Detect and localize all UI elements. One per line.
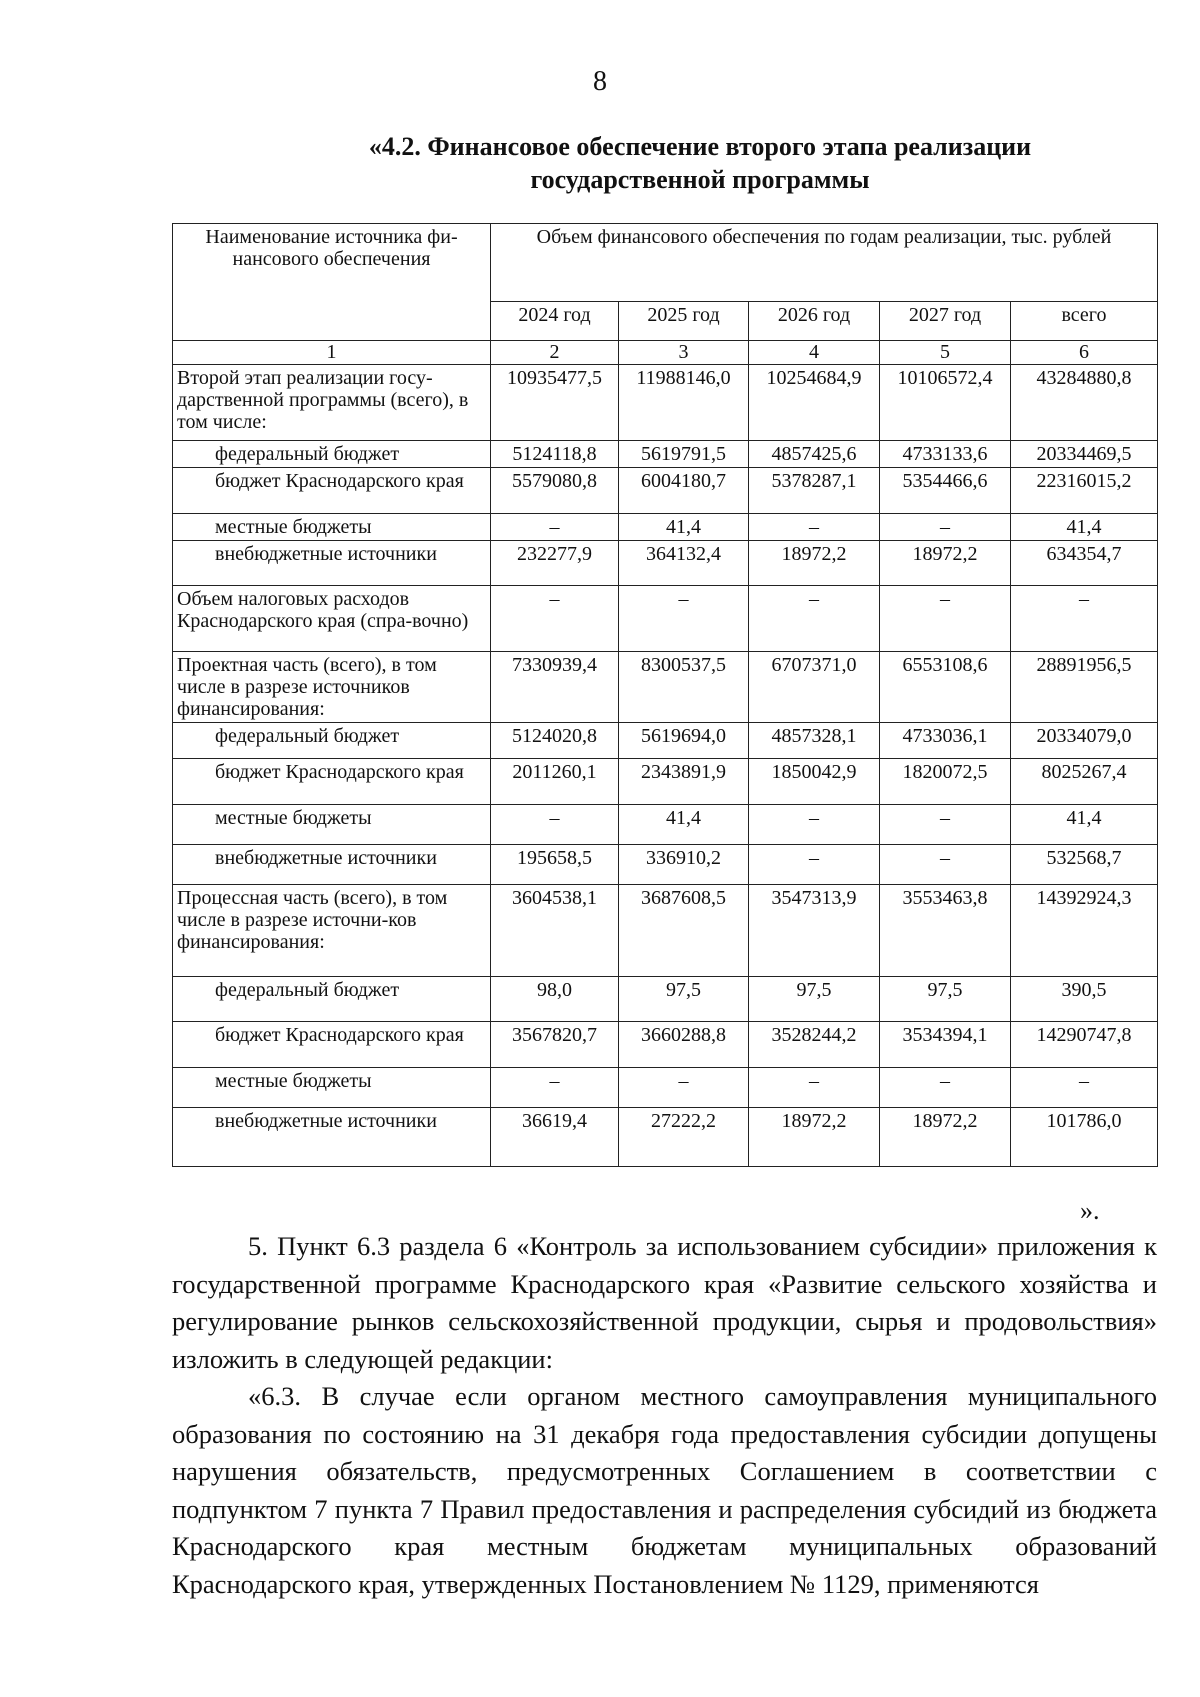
column-numbers-row [173, 341, 1158, 365]
table-row [173, 1068, 1158, 1108]
row-source-name: бюджет Краснодарского края [173, 468, 491, 514]
row-value: 3660288,8 [619, 1022, 749, 1068]
row-value: 18972,2 [749, 541, 880, 586]
row-value: 41,4 [619, 514, 749, 541]
table-row [173, 514, 1158, 541]
row-value: – [1011, 586, 1158, 652]
row-value: 14290747,8 [1011, 1022, 1158, 1068]
row-value: 336910,2 [619, 845, 749, 885]
row-value: 43284880,8 [1011, 365, 1158, 441]
row-source-name: Второй этап реализации госу-дарственной программы (всего), в том числе: [173, 365, 491, 441]
row-value: 41,4 [619, 805, 749, 845]
row-value: 3528244,2 [749, 1022, 880, 1068]
column-number: 5 [880, 341, 1011, 365]
heading-line-2: государственной программы [530, 165, 870, 194]
row-value: 18972,2 [880, 1108, 1011, 1167]
row-value: 27222,2 [619, 1108, 749, 1167]
row-value: – [880, 845, 1011, 885]
row-value: 232277,9 [491, 541, 619, 586]
table-row [173, 1022, 1158, 1068]
header-year: 2026 год [749, 302, 880, 341]
row-source-name: местные бюджеты [173, 1068, 491, 1108]
row-source-name: федеральный бюджет [173, 723, 491, 759]
row-source-name: бюджет Краснодарского края [173, 1022, 491, 1068]
row-value: 4857425,6 [749, 441, 880, 468]
row-value: – [491, 586, 619, 652]
row-value: 18972,2 [749, 1108, 880, 1167]
row-source-name: бюджет Краснодарского края [173, 759, 491, 805]
table-body [173, 365, 1158, 1167]
row-value: 97,5 [619, 977, 749, 1022]
row-value: 532568,7 [1011, 845, 1158, 885]
row-value: 97,5 [880, 977, 1011, 1022]
row-source-name: федеральный бюджет [173, 977, 491, 1022]
table-row [173, 652, 1158, 723]
row-value: 97,5 [749, 977, 880, 1022]
column-number: 6 [1011, 341, 1158, 365]
row-value: 10106572,4 [880, 365, 1011, 441]
page-number: 8 [593, 66, 607, 97]
row-value: 3553463,8 [880, 885, 1011, 977]
header-total: всего [1011, 302, 1158, 341]
row-source-name: внебюджетные источники [173, 541, 491, 586]
table-row [173, 977, 1158, 1022]
row-value: 390,5 [1011, 977, 1158, 1022]
row-source-name: местные бюджеты [173, 514, 491, 541]
row-value: 3567820,7 [491, 1022, 619, 1068]
table-row [173, 468, 1158, 514]
closing-quote: ». [1080, 1196, 1100, 1225]
row-source-name: внебюджетные источники [173, 1108, 491, 1167]
row-value: – [491, 1068, 619, 1108]
row-value: 5124118,8 [491, 441, 619, 468]
row-value: 20334079,0 [1011, 723, 1158, 759]
table-row [173, 541, 1158, 586]
paragraph: «6.3. В случае если органом местного самоуправления муниципального образования по состоянию на 31 декабря года предоставления субсидии допущены нарушения обязательств, предусмотренных Соглашением в соответствии с подпунктом 7 пункта 7 Правил предоставления и распределения субсидий из бюджета Краснодарского края местным бюджетам муниципальных образований Краснодарского края, утвержденных Постановлением № 1129, применяются [172, 1381, 1157, 1599]
table-row [173, 441, 1158, 468]
table-row [173, 759, 1158, 805]
row-value: 5378287,1 [749, 468, 880, 514]
table-row [173, 845, 1158, 885]
row-value: 6553108,6 [880, 652, 1011, 723]
row-value: – [1011, 1068, 1158, 1108]
paragraph: 5. Пункт 6.3 раздела 6 «Контроль за использованием субсидии» приложения к государственной программе Краснодарского края «Развитие сельского хозяйства и регулирование рынков сельскохозяйственной продукции, сырья и продовольствия» изложить в следующей редакции: [172, 1231, 1157, 1374]
table-row [173, 365, 1158, 441]
row-value: 5619694,0 [619, 723, 749, 759]
row-value: 1850042,9 [749, 759, 880, 805]
row-source-name: Проектная часть (всего), в том числе в разрезе источников финансирования: [173, 652, 491, 723]
row-source-name: местные бюджеты [173, 805, 491, 845]
row-value: – [491, 514, 619, 541]
row-value: 14392924,3 [1011, 885, 1158, 977]
header-year: 2027 год [880, 302, 1011, 341]
header-source-name: Наименование источника фи-нансового обеспечения [173, 224, 491, 341]
row-value: – [749, 805, 880, 845]
row-value: 98,0 [491, 977, 619, 1022]
row-value: 3547313,9 [749, 885, 880, 977]
row-value: 10935477,5 [491, 365, 619, 441]
column-number: 1 [173, 341, 491, 365]
row-value: – [880, 1068, 1011, 1108]
row-value: 7330939,4 [491, 652, 619, 723]
row-value: 101786,0 [1011, 1108, 1158, 1167]
row-value: 5619791,5 [619, 441, 749, 468]
row-value: 8300537,5 [619, 652, 749, 723]
row-source-name: Объем налоговых расходов Краснодарского края (спра-вочно) [173, 586, 491, 652]
row-value: 5354466,6 [880, 468, 1011, 514]
column-number: 2 [491, 341, 619, 365]
row-value: 4733036,1 [880, 723, 1011, 759]
table-row [173, 805, 1158, 845]
section-heading [300, 130, 1100, 196]
row-value: 20334469,5 [1011, 441, 1158, 468]
row-value: 22316015,2 [1011, 468, 1158, 514]
row-value: 364132,4 [619, 541, 749, 586]
row-value: – [749, 586, 880, 652]
row-value: 28891956,5 [1011, 652, 1158, 723]
row-value: 6707371,0 [749, 652, 880, 723]
row-value: 10254684,9 [749, 365, 880, 441]
row-value: 2011260,1 [491, 759, 619, 805]
body-text [172, 1228, 1157, 1603]
header-year: 2024 год [491, 302, 619, 341]
financing-table [172, 223, 1158, 1167]
row-value: 4857328,1 [749, 723, 880, 759]
row-value: – [880, 586, 1011, 652]
row-value: 41,4 [1011, 805, 1158, 845]
row-value: 11988146,0 [619, 365, 749, 441]
header-year: 2025 год [619, 302, 749, 341]
header-volume: Объем финансового обеспечения по годам реализации, тыс. рублей [491, 224, 1158, 302]
row-value: – [880, 514, 1011, 541]
row-value: 2343891,9 [619, 759, 749, 805]
row-value: 3604538,1 [491, 885, 619, 977]
row-value: – [491, 805, 619, 845]
row-value: – [749, 514, 880, 541]
column-number: 3 [619, 341, 749, 365]
row-source-name: Процессная часть (всего), в том числе в разрезе источни-ков финансирования: [173, 885, 491, 977]
row-value: – [619, 586, 749, 652]
row-value: 195658,5 [491, 845, 619, 885]
table-row [173, 586, 1158, 652]
row-source-name: федеральный бюджет [173, 441, 491, 468]
row-source-name: внебюджетные источники [173, 845, 491, 885]
column-number: 4 [749, 341, 880, 365]
row-value: 634354,7 [1011, 541, 1158, 586]
heading-line-1: «4.2. Финансовое обеспечение второго этапа реализации [368, 132, 1032, 161]
row-value: 18972,2 [880, 541, 1011, 586]
row-value: 36619,4 [491, 1108, 619, 1167]
row-value: – [619, 1068, 749, 1108]
table-row [173, 723, 1158, 759]
row-value: 1820072,5 [880, 759, 1011, 805]
row-value: 5124020,8 [491, 723, 619, 759]
row-value: 8025267,4 [1011, 759, 1158, 805]
row-value: 5579080,8 [491, 468, 619, 514]
row-value: – [749, 1068, 880, 1108]
row-value: 3534394,1 [880, 1022, 1011, 1068]
table-row [173, 1108, 1158, 1167]
row-value: 41,4 [1011, 514, 1158, 541]
row-value: – [880, 805, 1011, 845]
row-value: – [749, 845, 880, 885]
row-value: 6004180,7 [619, 468, 749, 514]
row-value: 3687608,5 [619, 885, 749, 977]
row-value: 4733133,6 [880, 441, 1011, 468]
table-row [173, 885, 1158, 977]
